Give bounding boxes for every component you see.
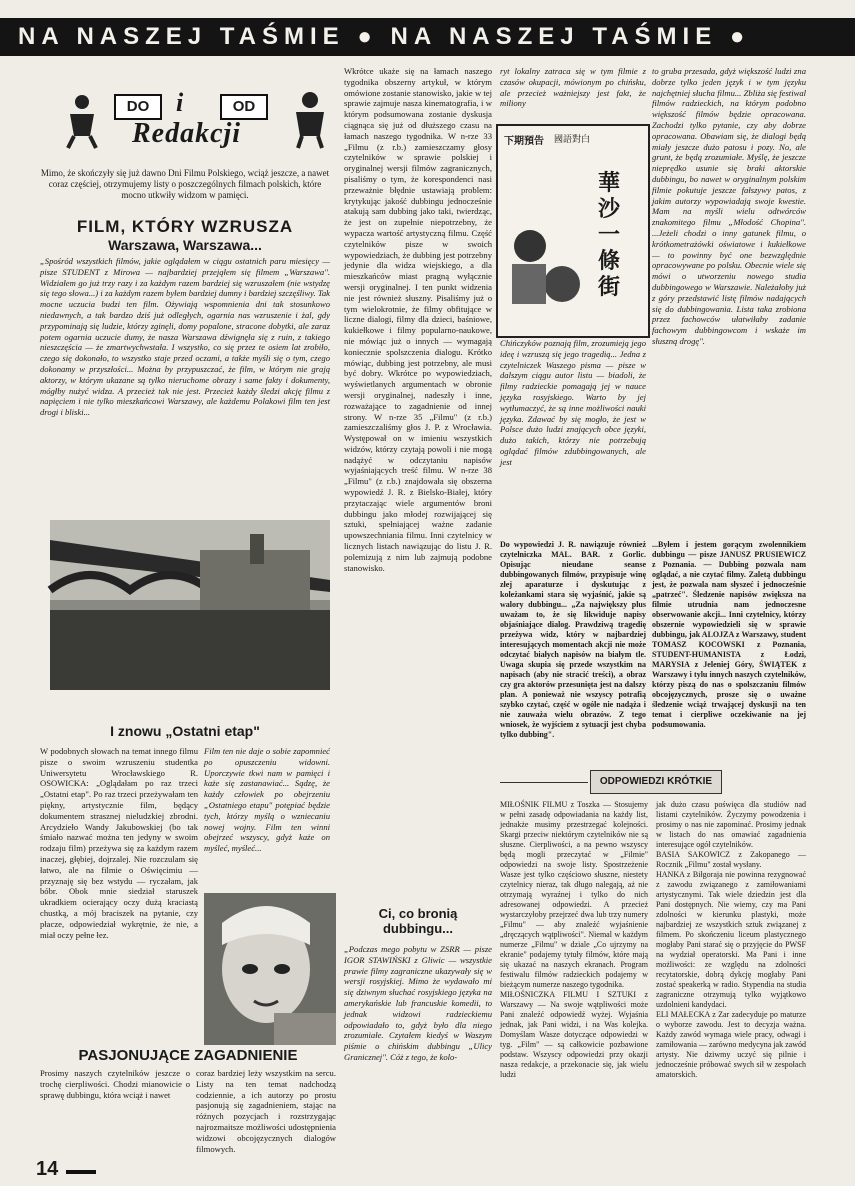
figure-left-icon (60, 92, 104, 148)
pasjonujace-left-text: Prosimy naszych czytelników jeszcze o trochę cierpliwości. Chodzi mianowicie o sprawę dubbingu, która wciąż i nawet (40, 1068, 190, 1100)
poster-announce-label: 下期預告 (504, 136, 544, 147)
divider-line (500, 782, 588, 783)
poster-title: 華沙一條街 (598, 170, 621, 299)
section-title-ci-co-bronia-dubbingu: Ci, co bronią dubbingu... (378, 906, 458, 936)
dubbing-discussion-text: Wkrótce ukaże się na łamach naszego tygodnika obszerny artykuł, w którym omówione zostanie stanowisko, jakie w tej sprawie zajmuje nasza kinematografia, i w którym podsumowana zostanie dyskusja ciągnąca się już od dłuższego czasu na łamach naszego tygodnika. W n-rze 33 „Filmu (z r.b.) zamieszczamy głosy czytelników w sprawie polskiej i oryginalnej wersji filmów zagranicznych, pisaliśmy o tym, że korespondenci nasi przeważnie błędnie ustawiają problem: krytykując jakość dubbingu jednocześnie atakują sam dubbing jako taki, twierdząc, że jest on zupełnie niepotrzebny, że wypacza wartość artystyczną filmu. Część czytelników pisze w swoich wypowiedziach, że dubbing jest potrzebny jedynie dla widza wiejskiego, a dla mieszkańców miast pragną wyłącznie wersji oryginalnej. I ten punkt widzenia nie jest również słuszny. Pisaliśmy już o tym wielokrotnie, że filmy obfitujące w liczne dialogi, filmy dla dzieci, baśniowe, kukiełkowe i filmy popularno-naukowe, nie mówiąc już o innych — wymagają koniecznie spolszczenia dialogu. Krótko mówiąc, dubbing jest potrzebny, ale musi być dobry. Wkrótce po wypowiedziach, wyświetlanych argumentach w obronie wersji oryginalnej, nadeszły i inne, rozważające to zagadnienie od innej strony. W n-rze 35 „Filmu" (z r.b.) zamieszczaliśmy głos J. P. z Wrocławia. Występował on w imieniu wszystkich widzów, którzy czytają powoli i nie mogą nadążyć w odczytaniu napisów wyjaśniających treść filmu. W n-rze 38 „Filmu" (z r.b.) znajdowała się obszerna wypowiedź J. R. z Bielsko-Białej, który przytaczając wiele argumentów broni dubbingu jako młodej rozwijającej się sztuki, spełniającej ważne zadanie upowszechniania filmu. Inni czytelnicy w licznych listach nawiązując do listu J. R. polemizują z nim lub zajmują podobne stanowisko. (344, 66, 492, 573)
poster-faces-image (506, 216, 586, 316)
intro-text: Mimo, że skończyły się już dawno Dni Filmu Polskiego, wciąż jeszcze, a nawet coraz częściej, otrzymujemy listy o poszczególnych filmach polskich, które mocno utkwiły widzom w pamięci. (40, 168, 330, 200)
section-banner: NA NASZEJ TAŚMIE ● NA NASZEJ TAŚMIE ● (0, 18, 855, 56)
do-i-od-redakcji-logo (60, 86, 332, 152)
ostatni-etap-still-photo (204, 893, 336, 1045)
warszawa-letter-text: „Spośród wszystkich filmów, jakie oglądałem w ciągu ostatnich paru miesięcy — pisze STUDENT z Mirowa — najbardziej przejąłem się filmem „Warszawa". Widziałem go już trzy razy i za każdym razem bardziej się wzruszałem (nie wstydzę się tego słowa...) i za każdym razem byłem bardziej dumny i bardziej szczęśliwy. Tak mocne uczucia budzi ten film. Ożywiają wspomnienia dni tak stosunkowo niedawnych, a tak bardzo dziś już odległych, ogarnia nas wzruszenie i żal, gdy przypominają się ludzie, którzy zginęli, domy popalone, stracone dobytki, ale zaraz potem ogarnia uczucie dumy, że nasza Warszawa dźwignęła się z ruin, z takiego nieszczęścia — że zmartwychwstała. I wszystko, co się przez te osiem lat zrobiło, czego się dokonało, to wszystko staje przed oczami, a także myśli się o tym, czego dokonamy w przyszłości... Można by przypuszczać, że film, w którym nie grają aktorzy, w którym ukazane są tylko nieruchome obrazy i same fakty i dokumenty, mógłby nużyć widza. A przecież tak nie jest. Przecież każdy śledzi akcję filmu z napięciem i nie tylko mieszkańcowi Warszawy, ale każdemu Polakowi film ten jest drogi i bliski... (40, 256, 330, 418)
figure-right-icon (286, 90, 332, 148)
section-title-ostatni-etap: I znowu „Ostatni etap" (110, 723, 260, 739)
festival-dubbing-text: to gruba przesada, gdyż większość ludzi zna dobrze tylko jeden język i w tym języku najchętniej słucha filmu... Zbliża się festiwal filmów radzieckich, na którym podobno większość filmów będzie opracowana. Zachodzi tylko pytanie, czy aby dobrze opracowana. Obawiam się, że dialogi będą miały jeszcze dużo patosu i pozy. No, ale grunt, że będą zrozumiałe. Myślę, że jeszcze nieprędko usunie się braki aktorskie dubbingu, bo nawet w oryginalnym polskim filmie pokutuje jeszcze fałszywy patos, z jakim autorzy wypowiadają swoje kwestie. Mam na myśli wielu odtwórców znakomitego filmu „Młodość Chopina". ...Jeżeli chodzi o inny gatunek filmu, o krótkometrażówki oświatowe i kukiełkowe — to powinny być one bezwzględnie opracowywane po polsku. Obecnie wiele się mówi o utworzeniu nowego studia dubbingowego w Warszawie. Należałoby już z góry przedstawić listę filmów nadających się do dubbingowania. Lista taka zrobiona przez fachowców ułatwiłaby zadanie fachowym dubbingowcom i wskaże im słuszną drogę". (652, 66, 806, 346)
warsaw-bridge-photo (50, 520, 330, 690)
page-number-rule (66, 1170, 96, 1174)
prusiewicz-letter-text: ...Byłem i jestem gorącym zwolennikiem dubbingu — pisze JANUSZ PRUSIEWICZ z Poznania. — Dubbing pozwala nam oglądać, a nie czytać filmy. Zaletą dubbingu jest, że pozwala nam słyszeć i jednocześnie „patrzeć". Śledzenie napisów zwiększa na filmie utrudnia nam jednoczesne obserwowanie akcji... Inni czytelnicy, którzy obszernie wypowiedzieli się w sprawie dubbingu, jak ALOJZA z Warszawy, student TOMASZ KOCOWSKI z Poznania, STUDENT-HUMANISTA z Łodzi, MARYSIA z Jeleniej Góry, ŚWIĄTEK z Warszawy i tylu innych naszych czytelników, którzy piszą do nas o spolszczaniu filmów obcojęzycznych, prosze się o uważne śledzenie wciąż trwającej dyskusji na ten temat i cierpliwe oczekiwanie na jej podsumowania. (652, 540, 806, 729)
do-label: DO (114, 94, 162, 120)
chinese-film-poster (496, 124, 650, 338)
ostatni-etap-left-text-continued (40, 900, 198, 1050)
ostatni-etap-right-text: Film ten nie daje o sobie zapomnieć po opuszczeniu widowni. Uporczywie tkwi nam w pamięci i każe się zastanawiać... Sądzę, że każdy człowiek po obejrzeniu „Ostatniego etapu" potępiać będzie tych, którzy myślą o wzniecaniu nowej wojny. Film ten winni obejrzeć wszyscy, gdyż każe on myśleć, myśleć... (204, 746, 330, 854)
short-answers-title: ODPOWIEDZI KRÓTKIE (590, 770, 722, 794)
poster-dialog-label: 國語對白 (554, 134, 591, 144)
section-title-pasjonujace-zagadnienie: PASJONUJĄCE ZAGADNIENIE (78, 1047, 298, 1064)
od-label: OD (220, 94, 268, 120)
stawinski-letter-text: „Podczas mego pobytu w ZSRR — pisze IGOR STAWIŃSKI z Gliwic — wszystkie prawie filmy zagraniczne ukazywały się w wersji rosyjskiej. Mimo że wydawało mi się dziwnym słuchać rosyjskiego języka na amerykańskie lub francuskie komedii, to jednak widzowi radzieckiemu odpowiadało to, gdyż było dla niego zrozumiałe. Czytałem kiedyś w Waszym piśmie o chińskim dubbingu „Ulicy Granicznej". Cóż z tego, że kolo- (344, 944, 492, 1062)
i-label: i (176, 88, 184, 117)
ostatni-etap-left-text: W podobnych słowach na temat innego filmu pisze o swoim wzruszeniu studentka Uniwersytetu Wrocławskiego R. OSOWICKA: „Oglądałam po raz trzeci „Ostatni etap". Po raz trzeci przeżywałam ten piękny, artystycznie film, będący dokumentem strasznej nieludzkiej zbrodni. Arcydzieło Wandy Jakubowskiej (bo tak śmiało nazwać można ten jedyny w swoim rodzaju film) przeżywa się za każdym razem inaczej, głębiej, dojrzalej. Nie rozczulam się łatwo, ale na filmie o Oświęcimiu — przyznaję się bez wstydu — ryczałam, jak bóbr. Obok mnie siedział staruszek ukradkiem ocierający oczy dużą kraciastą chustką, a mój braciszek na pytanie, czy płacze, odpowiedział wykrętnie, że nie, a miał oczy pełne łez. (40, 746, 198, 940)
pasjonujace-right-text: coraz bardziej leży wszystkim na sercu. Listy na ten temat nadchodzą codziennie, a ich autorzy po prostu pasjonują się zagadnieniem, stając na różnych pozycjach i rozstrzygając najrozmaitsze możliwości udostępnienia widzowi obcojęzycznych dialogów filmowych. (196, 1068, 336, 1154)
chinese-dubbing-text: Chińczyków poznają film, zrozumieją jego ideę i wzruszą się jego tragedią... Jedna z czytelniczek Waszego pisma — pisze w dalszym ciągu autor listu — biadoli, że filmy radzieckie pomagają jej w nauce języka rosyjskiego. Warto by jej wytłumaczyć, że są inne możliwości nauki języka. Zdawać by się mogło, że jest w Polsce dużo ludzi znających obce języki, dużo takich, którzy nie potrzebują oglądać filmów zdubbingowanych, ale jest (500, 338, 646, 467)
mal-bar-letter-text: Do wypowiedzi J. R. nawiązuje również czytelniczka MAL. BAR. z Gorlic. Opisując nieudane seanse dubbingowanych filmów, przypisuje winę złej aparaturze i dyskutując z koleżankami stara się wyjaśnić, jakie są walory dubbingu... „Za największy plus uważam to, że się likwiduje napisy objaśniające dialog. Prawdziwą tragedię przeżywa widz, który w najbardziej interesujących momentach akcji nie może odczytać białych napisów na białym tle. Uwaga skupia się przede wszystkim na napisach (aby nie stracić treści), a obraz czy gra aktorów przesunięta jest na dalszy plan. A ponieważ nie wszyscy potrafią szybko czytać, część w ogóle nie nadąża i nie zauważa wielu obrazów. Z tego wniosek, że wyjściem z sytuacji jest chyba tylko dubbing". (500, 540, 646, 739)
section-subtitle-warszawa: Warszawa, Warszawa... (108, 237, 262, 253)
stawinski-letter-continued-text: ryt lokalny zatraca się w tym filmie z czasów okupacji, mówionym po chińsku, ale przecież ważniejszy jest fakt, że miliony (500, 66, 646, 109)
redakcji-label: Redakcji (132, 118, 242, 149)
short-answers-right-text: jak dużo czasu poświęca dla studiów nad listami czytelników. Życzymy powodzenia i prosimy o nas nie zapominać. Prosimy jednak w listach do nas omawiać zagadnienia interesujące ogół czytelników. BASIA SAKOWICZ z Zakopanego — Rocznik „Filmu" został wysłany. HANKA z Biłgoraja nie powinna rezygnować z zawodu związanego z zamiłowaniami artystycznymi. Tak wiele dziedzin jest dla Pani dostępnych. Nie wiemy, czy ma Pani zdolności w kierunku plastyki, może najbardziej ze wszystkich sztuk związanej z filmem. Po skończeniu liceum plastycznego mogłaby Pani starać się o przyjęcie do PWSF na wydział operatorski. Ma Pani i inne możliwości: ze względu na zdolności recytatorskie, dobrą dykcję mogłaby Pani zostać speakerką w radio. Stypendia na studia zagraniczne otrzymują tylko wyjątkowo uzdolnieni kandydaci. ELI MAŁECKA z Zar zadecyduje po maturze o wyborze zawodu. Jest to decyzja ważna. Każdy zawód wymaga wiele pracy, odwagi i zamiłowania — zarówno medycyna jak zawód artysty. Nie dziwmy uczyć się pilnie i jednocześnie próbować swych sił w zespołach amatorskich. (656, 800, 806, 1079)
section-title-film-ktory-wzrusza: FILM, KTÓRY WZRUSZA (76, 217, 294, 236)
short-answers-left-text: MIŁOŚNIK FILMU z Toszka — Stosujemy w pełni zasadę odpowiadania na każdy list, jednakże musimy przestrzegać kolejności. Skargi przeciw niektórym czytelników nie są słuszne. Cierpliwości, a na pewno wszyscy będą mogli przeczytać w „Filmie" odpowiedzi na swoje listy. Spostrzeżenie Wasze jest tylko częściowo słuszne, niestety czytelnicy nieraz, tak długo nalegają, aż nie otrzymają wyraźnej i tylko do nich adresowanej odpowiedzi. A przecież wystarczyłoby przejrzeć dwa lub trzy numery „Filmu" — aby znaleźć wyjaśnienie „dręczących wątpliwości". Niemal w każdym numerze „Filmu" w dziale „Co ujrzymy na ekranie" podajemy tytuły filmów, które mają się ukazać na naszych ekranach. Program festiwalu filmów radzieckich podajemy w bieżącym numerze naszego tygodnika. MIŁOŚNICZKA FILMU I SZTUKI z Warszawy — Na swoje wątpliwości może Pani znaleźć odpowiedź wyżej. Wyjaśnia jednak, jak Pani widzi, i na Was kolejka. Domyślam Wasze dotyczące odpowiedzi w tyg. „Film" — są całkowicie pozbawione podstaw. Wszyscy odpowiedzi przy okazji nasza redakcje, a przekonacie się, jak wielu ludzi (500, 800, 648, 1079)
page-number: 14 (36, 1158, 59, 1180)
